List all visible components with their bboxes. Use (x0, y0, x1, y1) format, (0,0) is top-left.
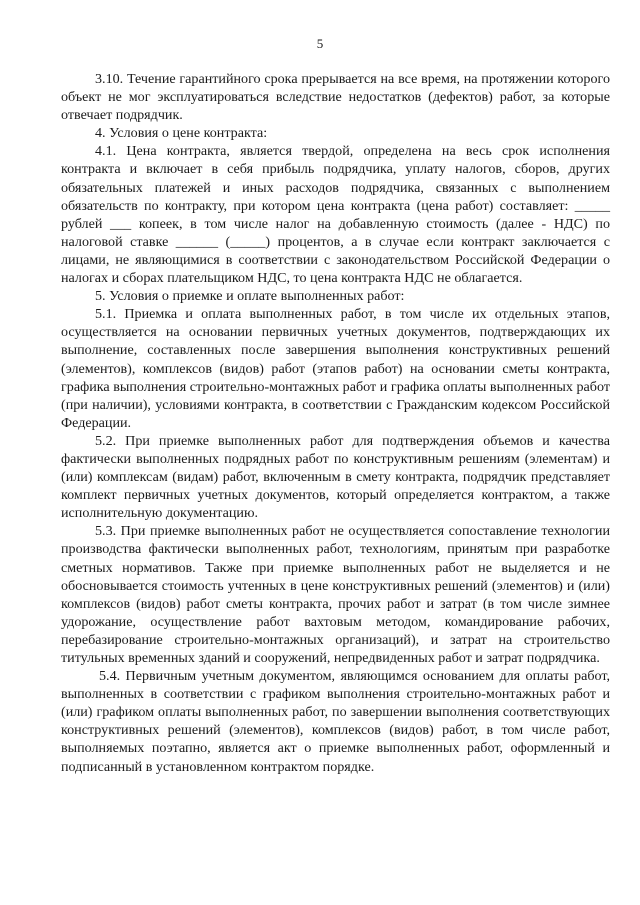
paragraph-5-2: 5.2. При приемке выполненных работ для подтверждения объемов и качества фактически выполненных подрядных работ по конструктивным решениям (элементам) и (или) комплексам (видам) работ, включенным в смету контракта, подрядчик представляет комплект первичных учетных документов, который определяется контрактом, а также исполнительную документацию. (61, 432, 610, 522)
section-heading-4: 4. Условия о цене контракта: (95, 125, 268, 142)
paragraph-5-1: 5.1. Приемка и оплата выполненных работ, в том числе их отдельных этапов, осуществляется на основании первичных учетных документов, подтверждающих их выполнение, составленных после завершения выполнения конструктивных решений (элементов), комплексов (видов) работ (этапов работ) на основании сметы контракта, графика выполнения строительно-монтажных работ и графика оплаты выполненных работ (при наличии), условиями контракта, в соответствии с Гражданским кодексом Российской Федерации. (61, 306, 610, 431)
paragraph-5-3: 5.3. При приемке выполненных работ не осуществляется сопоставление технологии производства фактически выполненных работ, технологиям, принятым при разработке сметных нормативов. Также при приемке выполненных работ не выделяется и не обосновывается стоимость учтенных в цене конструктивных решений (элементов) и (или) комплексов (видов) работ сметы контракта, прочих работ и затрат (в том числе зимнее удорожание, осуществление работ вахтовым методом, командирование рабочих, перебазирование строительно-монтажных организаций), и затрат на строительство титульных временных зданий и сооружений, непредвиденных работ и затрат подрядчика. (61, 523, 610, 666)
section-heading-5: 5. Условия о приемке и оплате выполненных работ: (95, 288, 405, 305)
document-body (61, 70, 610, 776)
paragraph-5-4: 5.4. Первичным учетным документом, являющимся основанием для оплаты работ, выполненных в соответствии с графиком выполнения строительно-монтажных работ и (или) графиком оплаты выполненных работ, по завершении выполнения соответствующих конструктивных решений (элементов), комплексов (видов) работ, в том числе работ, выполняемых поэтапно, является акт о приемке выполненных работ, оформленный и подписанный в установленном контрактом порядке. (61, 668, 610, 775)
paragraph-4-1: 4.1. Цена контракта, является твердой, определена на весь срок исполнения контракта и включает в себя прибыль подрядчика, уплату налогов, сборов, других обязательных платежей и иных расходов подрядчика, связанных с выполнением обязательств по контракту, при котором цена контракта (цена работ) составляет: _____ рублей ___ копеек, в том числе налог на добавленную стоимость (далее - НДС) по налоговой ставке ______ (_____) процентов, а в случае если контракт заключается с лицами, не являющимися в соответствии с законодательством Российской Федерации о налогах и сборах плательщиком НДС, то цена контракта НДС не облагается. (61, 143, 610, 287)
paragraph-3-10: 3.10. Течение гарантийного срока прерывается на все время, на протяжении которого объект не мог эксплуатироваться вследствие недостатков (дефектов) работ, за которые отвечает подрядчик. (61, 71, 610, 124)
page-number: 5 (316, 36, 324, 51)
